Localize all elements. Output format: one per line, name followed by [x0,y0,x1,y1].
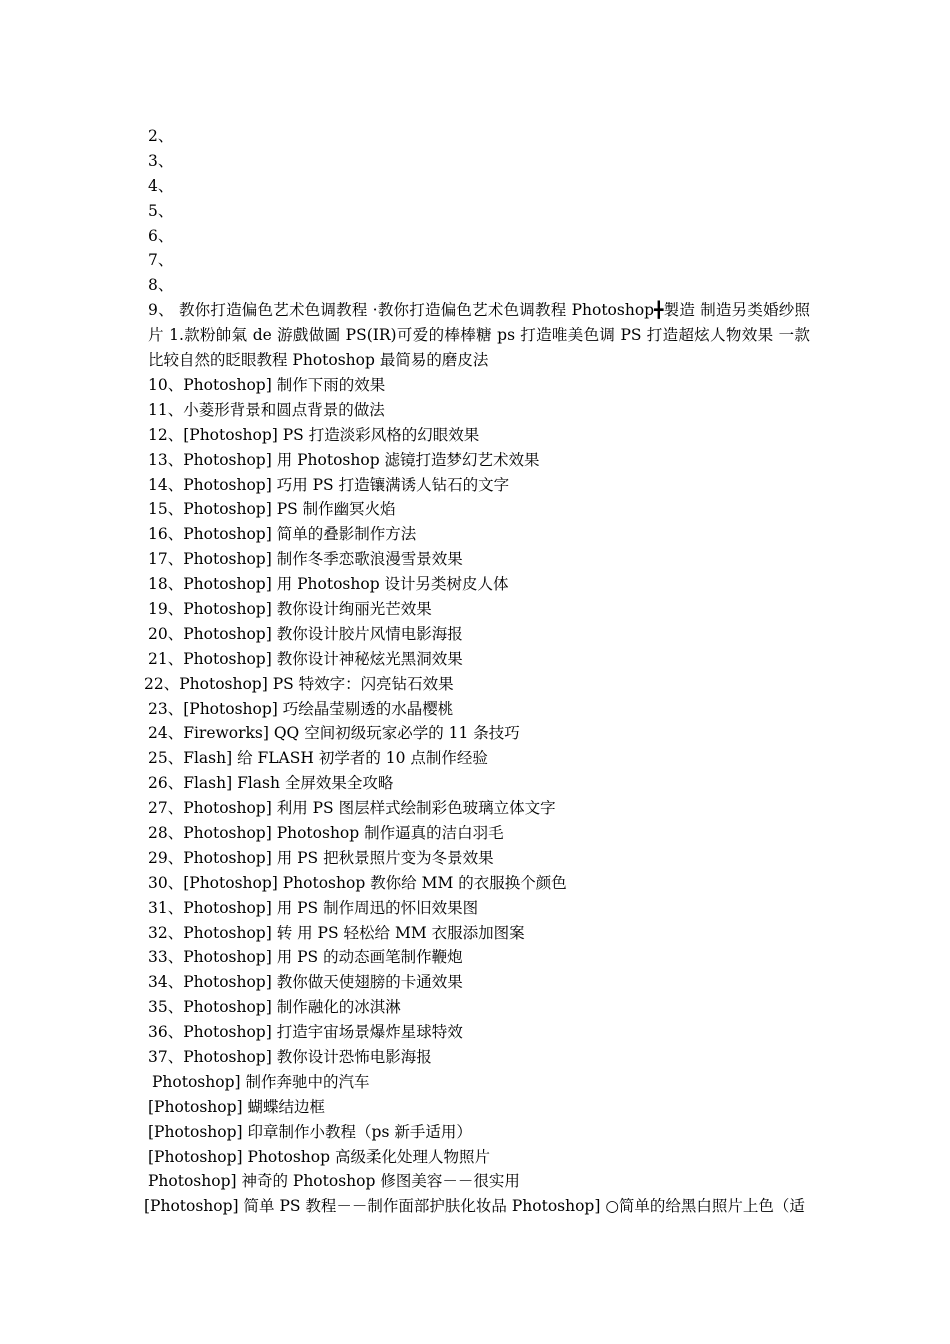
list-item: 12、[Photoshop] PS 打造淡彩风格的幻眼效果 [148,425,480,444]
list-item: [Photoshop] 印章制作小教程（ps 新手适用） [148,1122,472,1141]
list-item: 15、Photoshop] PS 制作幽冥火焰 [148,500,396,519]
list-item: [Photoshop] 简单 PS 教程－－制作面部护肤化妆品 Photoshop] ○简单的给黑白照片上色（适 [144,1197,805,1216]
list-item: 6、 [148,226,174,245]
list-item: 34、Photoshop] 教你做天使翅膀的卡通效果 [148,973,463,992]
list-item: Photoshop] 制作奔驰中的汽车 [152,1072,370,1091]
list-item: 16、Photoshop] 简单的叠影制作方法 [148,525,417,544]
list-item: 33、Photoshop] 用 PS 的动态画笔制作鞭炮 [148,948,463,967]
list-item: 10、Photoshop] 制作下雨的效果 [148,375,386,394]
list-item: 36、Photoshop] 打造宇宙场景爆炸星球特效 [148,1023,463,1042]
list-item: 24、Fireworks] QQ 空间初级玩家必学的 11 条技巧 [148,724,520,743]
list-item: 20、Photoshop] 教你设计胶片风情电影海报 [148,624,463,643]
list-item: 5、 [148,201,174,220]
list-item: [Photoshop] 蝴蝶结边框 [148,1097,326,1116]
document-text-body [144,124,810,1219]
list-item: 7、 [148,251,174,270]
list-item: 8、 [148,276,174,295]
list-item: 22、Photoshop] PS 特效字：闪亮钻石效果 [144,674,454,693]
list-item: 18、Photoshop] 用 Photoshop 设计另类树皮人体 [148,575,509,594]
list-item: 31、Photoshop] 用 PS 制作周迅的怀旧效果图 [148,898,479,917]
list-item: 30、[Photoshop] Photoshop 教你给 MM 的衣服换个颜色 [148,873,567,892]
list-item: 14、Photoshop] 巧用 PS 打造镶满诱人钻石的文字 [148,475,510,494]
list-item: 9、 教你打造偏色艺术色调教程 ·教你打造偏色艺术色调教程 Photoshop╋製造 制造另类婚纱照片 1.款粉帥氣 de 游戲做圖 PS(IR)可爱的棒棒糖 ps 打造唯美色调 PS 打造超炫人物效果 一款比较自然的眨眼教程 Photoshop 最简易的磨皮法 [148,301,810,370]
list-item: 13、Photoshop] 用 Photoshop 滤镜打造梦幻艺术效果 [148,450,540,469]
list-item: 26、Flash] Flash 全屏效果全攻略 [148,774,394,793]
list-item: 3、 [148,151,174,170]
list-item: 21、Photoshop] 教你设计神秘炫光黑洞效果 [148,649,463,668]
list-item: 4、 [148,176,174,195]
list-item: [Photoshop] Photoshop 高级柔化处理人物照片 [148,1147,490,1166]
list-item: 25、Flash] 给 FLASH 初学者的 10 点制作经验 [148,749,488,768]
list-item: Photoshop] 神奇的 Photoshop 修图美容－－很实用 [148,1172,520,1191]
list-item: 29、Photoshop] 用 PS 把秋景照片变为冬景效果 [148,848,494,867]
list-item: 19、Photoshop] 教你设计绚丽光芒效果 [148,599,432,618]
list-item: 28、Photoshop] Photoshop 制作逼真的洁白羽毛 [148,823,504,842]
list-item: 37、Photoshop] 教你设计恐怖电影海报 [148,1048,432,1066]
list-item: 27、Photoshop] 利用 PS 图层样式绘制彩色玻璃立体文字 [148,799,556,818]
list-item: 11、小菱形背景和圆点背景的做法 [148,400,385,419]
list-item: 17、Photoshop] 制作冬季恋歌浪漫雪景效果 [148,550,463,569]
list-item: 35、Photoshop] 制作融化的冰淇淋 [148,998,401,1017]
list-item: 2、 [148,127,174,145]
list-item: 23、[Photoshop] 巧绘晶莹剔透的水晶樱桃 [148,699,454,718]
list-item: 32、Photoshop] 转 用 PS 轻松给 MM 衣服添加图案 [148,923,525,942]
